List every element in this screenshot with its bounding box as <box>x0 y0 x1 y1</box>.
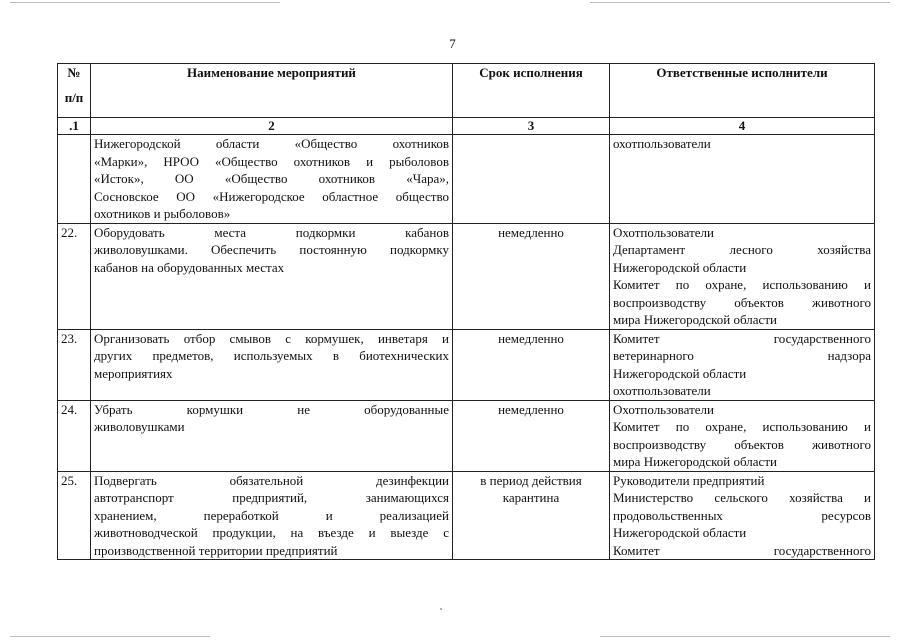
activity-name-line: Сосновское ОО «Нижегородское областное общество <box>94 188 449 204</box>
responsible-line: Охотпользователи <box>613 401 714 417</box>
column-number: .1 <box>58 118 91 135</box>
responsible <box>610 329 875 400</box>
header-number-line: № <box>67 65 81 80</box>
responsible-line: Охотпользователи <box>613 224 714 240</box>
activity-name-line: Убрать кормушки не оборудованные <box>94 401 449 417</box>
responsible-line: мира Нижегородской области <box>613 454 777 469</box>
activity-name-line: производственной территории предприятий <box>94 542 338 558</box>
responsible-line: Комитет по охране, использованию и <box>613 277 871 292</box>
deadline-line: карантина <box>502 490 560 505</box>
activity-name <box>91 471 453 560</box>
deadline <box>453 471 610 560</box>
activity-name-line: мероприятиях <box>94 365 173 381</box>
row-number: 23. <box>58 329 91 400</box>
activity-name <box>91 223 453 329</box>
scan-edge-line <box>10 2 280 3</box>
deadline-line: немедленно <box>498 401 564 417</box>
responsible-line: Нижегородской области <box>613 259 747 275</box>
activity-name-line: охотников и рыболовов» <box>94 206 231 221</box>
scan-edge-line <box>600 636 890 637</box>
activity-name-line: «Марки», НРОО «Общество охотников и рыболовов <box>94 153 449 169</box>
activity-name-line: животноводческой продукции, на въезде и выезде с <box>94 525 449 540</box>
header-deadline: Срок исполнения <box>453 64 610 118</box>
activity-name-line: Оборудовать места подкормки кабанов <box>94 224 449 240</box>
activity-name-line: хранением, переработкой и реализацией <box>94 507 449 523</box>
responsible-line: Нижегородской области <box>613 365 747 381</box>
responsible-line: мира Нижегородской области <box>613 312 777 327</box>
table-body <box>58 135 875 560</box>
column-number: 3 <box>453 118 610 135</box>
row-number <box>58 135 91 224</box>
table-row <box>58 223 875 329</box>
deadline <box>453 223 610 329</box>
row-number: 25. <box>58 471 91 560</box>
deadline-line: в период действия <box>480 472 582 488</box>
responsible-line: Комитет по охране, использованию и <box>613 419 871 434</box>
deadline-line: немедленно <box>498 330 564 346</box>
activity-name-line: Нижегородской области «Общество охотников <box>94 136 449 151</box>
responsible-line: охотпользователи <box>613 136 711 151</box>
column-number: 4 <box>610 118 875 135</box>
table-row <box>58 135 875 224</box>
header-responsible: Ответственные исполнители <box>610 64 875 118</box>
responsible <box>610 471 875 560</box>
deadline <box>453 135 610 224</box>
table-row <box>58 400 875 471</box>
header-number-line: п/п <box>64 89 84 105</box>
responsible-line: Министерство сельского хозяйства и <box>613 490 871 505</box>
table-row <box>58 471 875 560</box>
deadline-line: немедленно <box>498 224 564 240</box>
responsible <box>610 223 875 329</box>
activity-name <box>91 329 453 400</box>
deadline <box>453 400 610 471</box>
responsible-line: Департамент лесного хозяйства <box>613 242 871 257</box>
activity-name-line: Организовать отбор смывов с кормушек, инветаря и <box>94 330 449 346</box>
activity-name-line: Подвергать обязательной дезинфекции <box>94 472 449 488</box>
activity-name <box>91 135 453 224</box>
deadline <box>453 329 610 400</box>
activity-name <box>91 400 453 471</box>
responsible-line: воспроизводству объектов животного <box>613 294 871 310</box>
page-number: 7 <box>449 36 456 51</box>
header-activity-name: Наименование мероприятий <box>91 64 453 118</box>
column-number-row <box>58 118 875 135</box>
responsible-line: продовольственных ресурсов <box>613 507 871 523</box>
activities-table <box>57 63 875 560</box>
activity-name-line: других предметов, используемых в биотехнических <box>94 348 449 363</box>
row-number: 22. <box>58 223 91 329</box>
responsible-line: ветеринарного надзора <box>613 348 871 363</box>
activity-name-line: живоловушками. Обеспечить постоянную подкормку <box>94 242 449 257</box>
table-row <box>58 329 875 400</box>
responsible-line: воспроизводству объектов животного <box>613 436 871 452</box>
table-header-row <box>58 64 875 118</box>
responsible-line: Комитет государственного <box>613 542 871 558</box>
scan-edge-line <box>10 636 210 637</box>
responsible-line: охотпользователи <box>613 383 711 398</box>
activity-name-line: кабанов на оборудованных местах <box>94 259 285 275</box>
activity-name-line: «Исток», ОО «Общество охотников «Чара», <box>94 171 449 186</box>
column-number: 2 <box>91 118 453 135</box>
row-number: 24. <box>58 400 91 471</box>
scan-edge-line <box>590 2 890 3</box>
scan-speck <box>440 608 442 610</box>
responsible-line: Нижегородской области <box>613 525 747 540</box>
responsible <box>610 135 875 224</box>
responsible <box>610 400 875 471</box>
responsible-line: Комитет государственного <box>613 330 871 346</box>
responsible-line: Руководители предприятий <box>613 472 765 488</box>
activity-name-line: живоловушками <box>94 419 185 434</box>
activity-name-line: автотранспорт предприятий, занимающихся <box>94 490 449 505</box>
header-number <box>58 64 91 118</box>
